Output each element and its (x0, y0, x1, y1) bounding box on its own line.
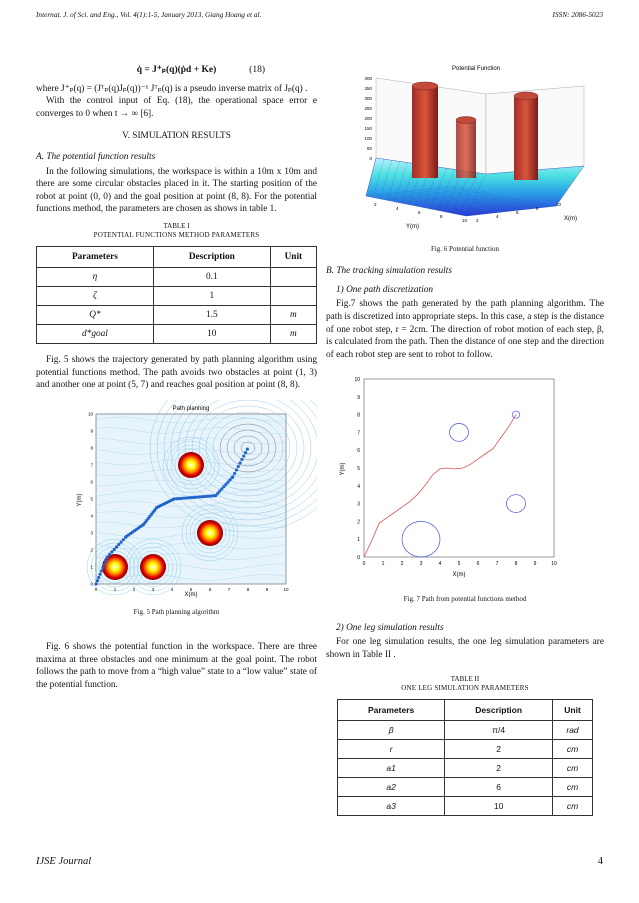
fig6-ytick: 4 (396, 206, 399, 211)
subsection-b2-heading: 2) One leg simulation results (336, 622, 444, 633)
fig5-path-point (233, 472, 236, 475)
table1-title: POTENTIAL FUNCTIONS METHOD PARAMETERS (93, 230, 260, 239)
fig5-ytick: 0 (90, 581, 93, 587)
fig5-path-point (97, 576, 100, 579)
fig6-title: Potential Function (451, 66, 501, 72)
fig5-path-point (101, 566, 104, 569)
fig5-caption: Fig. 5 Path planning algorithm (133, 608, 220, 617)
fig7-plot (326, 371, 604, 586)
fig6-ztick: 50 (366, 146, 372, 151)
subsection-b-heading: B. The tracking simulation results (326, 266, 452, 277)
fig5-path-point (237, 465, 240, 468)
table2-cell: 2 (445, 759, 553, 778)
fig5-path-point (240, 458, 243, 461)
right-column (326, 56, 604, 816)
fig7-xtick: 2 (400, 561, 404, 568)
table1-cell (270, 286, 316, 305)
figure-6 (326, 56, 604, 255)
fig6-peak (412, 86, 438, 178)
fig6-ztick: 350 (364, 86, 372, 91)
fig5-xtick: 6 (208, 586, 212, 592)
running-header-right: ISSN: 2086-5023 (552, 10, 603, 19)
table2-label: TABLE II (450, 675, 480, 684)
fig6-ytick: 6 (418, 210, 421, 215)
fig5-path-point (238, 461, 241, 464)
fig5-path-point (108, 552, 111, 555)
table2-cell: a1 (338, 759, 445, 778)
table2-title: ONE LEG SIMULATION PARAMETERS (401, 684, 529, 693)
fig6-caption: Fig. 6 Potential function (430, 244, 500, 253)
fig6-ytick: 8 (440, 214, 443, 219)
table1-caption (36, 222, 317, 240)
fig6-ztick: 200 (364, 116, 372, 121)
fig7-ytick: 4 (357, 484, 360, 491)
fig5-path-point (99, 572, 102, 575)
fig5-path-point (106, 555, 109, 558)
table1-label: TABLE I (163, 221, 190, 230)
fig5-xtick: 7 (227, 586, 231, 592)
fig7-ytick: 2 (357, 519, 360, 526)
paragraph-control-input: With the control input of Eq. (18), the operational space error e converges to 0 when t → ∞ [6]. (36, 96, 317, 119)
table1-cell: 10 (153, 324, 270, 343)
paragraph-fig5: Fig. 5 shows the trajectory generated by path planning algorithm using potential functions method. The path avoids two obstacles at point (1, 3) and another one at point (5, 7) and reaches goal position at point (8, 8). (36, 354, 317, 391)
table1-header: Description (153, 246, 270, 267)
fig7-xtick: 9 (533, 561, 537, 568)
table2-header: Description (445, 700, 553, 721)
table1-cell: m (270, 324, 316, 343)
subsection-a-heading: A. The potential function results (36, 151, 156, 162)
table2-cell: cm (553, 740, 593, 759)
fig7-ytick: 5 (357, 466, 360, 473)
table2-cell: 10 (445, 797, 553, 816)
paragraph-potential: In the following simulations, the workspace is within a 10m x 10m and there are some circular obstacles placed in it. The starting position of the robot at point (0, 0) and the goal position at point (8, 8). For the potential functions method, the parameters are chosen as shows in table 1. (36, 166, 317, 215)
fig5-ytick: 8 (90, 445, 93, 451)
table2-header: Parameters (338, 700, 445, 721)
fig7-xtick: 1 (381, 561, 385, 568)
table2-header: Unit (553, 700, 593, 721)
fig5-obstacle (140, 554, 166, 580)
fig5-ytick: 7 (90, 462, 93, 468)
fig5-path-point (113, 548, 116, 551)
fig6-xtick: 8 (536, 206, 539, 211)
fig6-plot (326, 56, 604, 236)
fig5-xtick: 4 (170, 586, 174, 592)
fig7-ytick: 0 (357, 555, 360, 562)
fig7-xtick: 10 (551, 561, 557, 568)
table1-header: Unit (270, 246, 316, 267)
table2-cell: r (338, 740, 445, 759)
fig5-path-point (110, 550, 113, 553)
fig5-title: Path planning (172, 405, 210, 412)
fig5-ytick: 9 (90, 428, 93, 434)
fig7-ylabel: Y(m) (340, 462, 346, 476)
fig5-path-point (103, 563, 106, 566)
fig5-ytick: 1 (90, 564, 93, 570)
running-header-left: Internat. J. of Sci. and Eng., Vol. 4(1):1-5, January 2013, Giang Hoang et al. (36, 10, 262, 19)
fig5-path-point (117, 543, 120, 546)
fig5-path-point (244, 451, 247, 454)
fig5-ytick: 10 (87, 411, 93, 417)
fig5-path-point (231, 475, 234, 478)
fig5-path-point (115, 545, 118, 548)
fig7-caption: Fig. 7 Path from potential functions method (403, 594, 527, 603)
fig5-plot (36, 400, 317, 600)
table2-cell: cm (553, 778, 593, 797)
table1-cell: ζ (37, 286, 154, 305)
table2-cell: π/4 (445, 721, 553, 740)
fig7-axes (364, 379, 554, 557)
table1-cell: 0.1 (153, 267, 270, 286)
fig7-xtick: 8 (514, 561, 518, 568)
fig7-xlabel: X(m) (452, 572, 466, 579)
fig5-xtick: 5 (189, 586, 193, 592)
table2-cell: cm (553, 759, 593, 778)
fig7-ytick: 10 (354, 377, 360, 384)
fig5-xtick: 0 (94, 586, 98, 592)
fig7-ytick: 8 (357, 412, 360, 419)
fig5-ytick: 6 (90, 479, 93, 485)
section-heading: V. SIMULATION RESULTS (122, 131, 231, 142)
fig5-obstacle (197, 520, 223, 546)
fig6-peak (514, 96, 538, 180)
table2-caption (326, 675, 604, 693)
table1 (36, 246, 317, 344)
fig5-ylabel: Y(m) (77, 493, 83, 507)
footer-page-number: 4 (597, 856, 603, 867)
table2-cell: rad (553, 721, 593, 740)
fig7-ytick: 9 (357, 395, 360, 402)
fig6-xlabel: X(m) (564, 216, 577, 222)
table1-cell: 1.5 (153, 305, 270, 324)
table2-cell: 6 (445, 778, 553, 797)
fig5-xtick: 9 (265, 586, 269, 592)
fig5-path-point (96, 579, 99, 582)
fig6-peak (456, 120, 476, 178)
fig5-ytick: 3 (90, 530, 93, 536)
fig7-xtick: 5 (457, 561, 461, 568)
fig7-ytick: 7 (357, 430, 360, 437)
fig6-xtick: 4 (496, 214, 499, 219)
footer-journal: IJSE Journal (36, 856, 92, 867)
table2-cell: a3 (338, 797, 445, 816)
table2-cell: a2 (338, 778, 445, 797)
table1-cell: 1 (153, 286, 270, 305)
equation-18 (36, 64, 317, 77)
fig5-xtick: 3 (151, 586, 155, 592)
fig7-xtick: 6 (476, 561, 480, 568)
fig5-xtick: 10 (283, 586, 289, 592)
table2-cell: β (338, 721, 445, 740)
fig5-xlabel: X(m) (184, 591, 198, 598)
fig7-ytick: 6 (357, 448, 360, 455)
table1-cell: η (37, 267, 154, 286)
fig5-path-point (119, 540, 122, 543)
figure-7 (326, 371, 604, 605)
fig5-ytick: 2 (90, 547, 93, 553)
paragraph-one-leg: For one leg simulation results, the one leg simulation parameters are shown in Table II . (326, 637, 604, 660)
fig6-xtick: 6 (516, 210, 519, 215)
fig6-ytick: 2 (374, 202, 377, 207)
fig6-xtick: 10 (556, 202, 562, 207)
fig7-xtick: 3 (419, 561, 423, 568)
fig5-xtick: 2 (132, 586, 136, 592)
table1-header: Parameters (37, 246, 154, 267)
paragraph-discretization: Fig.7 shows the path generated by the path planning algorithm. The path is discretized into appropriate steps. In this case, a step is the distance of one robot step, r = 2cm. The direction of robot motion of each step, β, is calculated from the path. Then the distance of one step and the direction of each robot step are sent to robot to follow. (326, 299, 604, 360)
fig5-obstacle (178, 452, 204, 478)
table1-cell: m (270, 305, 316, 324)
fig5-xtick: 1 (113, 586, 117, 592)
fig6-peak-top (456, 117, 476, 124)
fig7-xtick: 0 (362, 561, 366, 568)
fig7-ytick: 3 (357, 501, 360, 508)
fig6-ztick: 400 (364, 76, 372, 81)
fig6-xtick: 2 (476, 218, 479, 223)
fig6-ztick: 250 (364, 106, 372, 111)
fig5-path-point (104, 559, 107, 562)
fig6-ytick: 10 (462, 218, 468, 223)
fig5-xtick: 8 (246, 586, 250, 592)
subsection-b1-heading: 1) One path discretization (336, 284, 434, 295)
table2-cell: 2 (445, 740, 553, 759)
pseudo-inverse-text: where J⁺ₚ(q) = (Jᵀₚ(q)Jₚ(q))⁻¹ Jᵀₚ(q) is a pseudo inverse matrix of Jₚ(q) . (36, 83, 308, 94)
fig7-xtick: 4 (438, 561, 442, 568)
fig6-ylabel: Y(m) (406, 224, 419, 230)
table2-cell: cm (553, 797, 593, 816)
fig6-ztick: 100 (364, 136, 372, 141)
table1-cell: Q* (37, 305, 154, 324)
table1-cell (270, 267, 316, 286)
fig6-ztick: 0 (369, 156, 372, 161)
fig5-ytick: 5 (90, 496, 93, 502)
fig5-path-point (242, 454, 245, 457)
fig5-path-point (122, 538, 125, 541)
paragraph-fig6: Fig. 6 shows the potential function in the workspace. There are three maxima at three obstacles and one minimum at the goal point. The robot follows the path to move from a “high value” state to a “low value” state of the potential function. (36, 641, 317, 690)
fig5-path-point (94, 582, 97, 585)
table2 (337, 699, 593, 816)
fig7-xtick: 7 (495, 561, 499, 568)
fig5-ytick: 4 (90, 513, 93, 519)
equation-number: (18) (249, 65, 265, 75)
table1-cell: d*goal (37, 324, 154, 343)
figure-5 (36, 400, 317, 619)
fig5-path-point (100, 569, 103, 572)
fig6-ztick: 150 (364, 126, 372, 131)
fig7-ytick: 1 (357, 537, 360, 544)
fig6-ztick: 300 (364, 96, 372, 101)
fig6-peak-top (412, 82, 438, 90)
fig6-peak-top (514, 92, 538, 100)
equation-text: q̇ = J⁺ₚ(q)(ṗd + Ke) (136, 65, 217, 75)
fig5-path-point (246, 447, 249, 450)
left-column (36, 64, 317, 691)
fig5-path-point (235, 468, 238, 471)
